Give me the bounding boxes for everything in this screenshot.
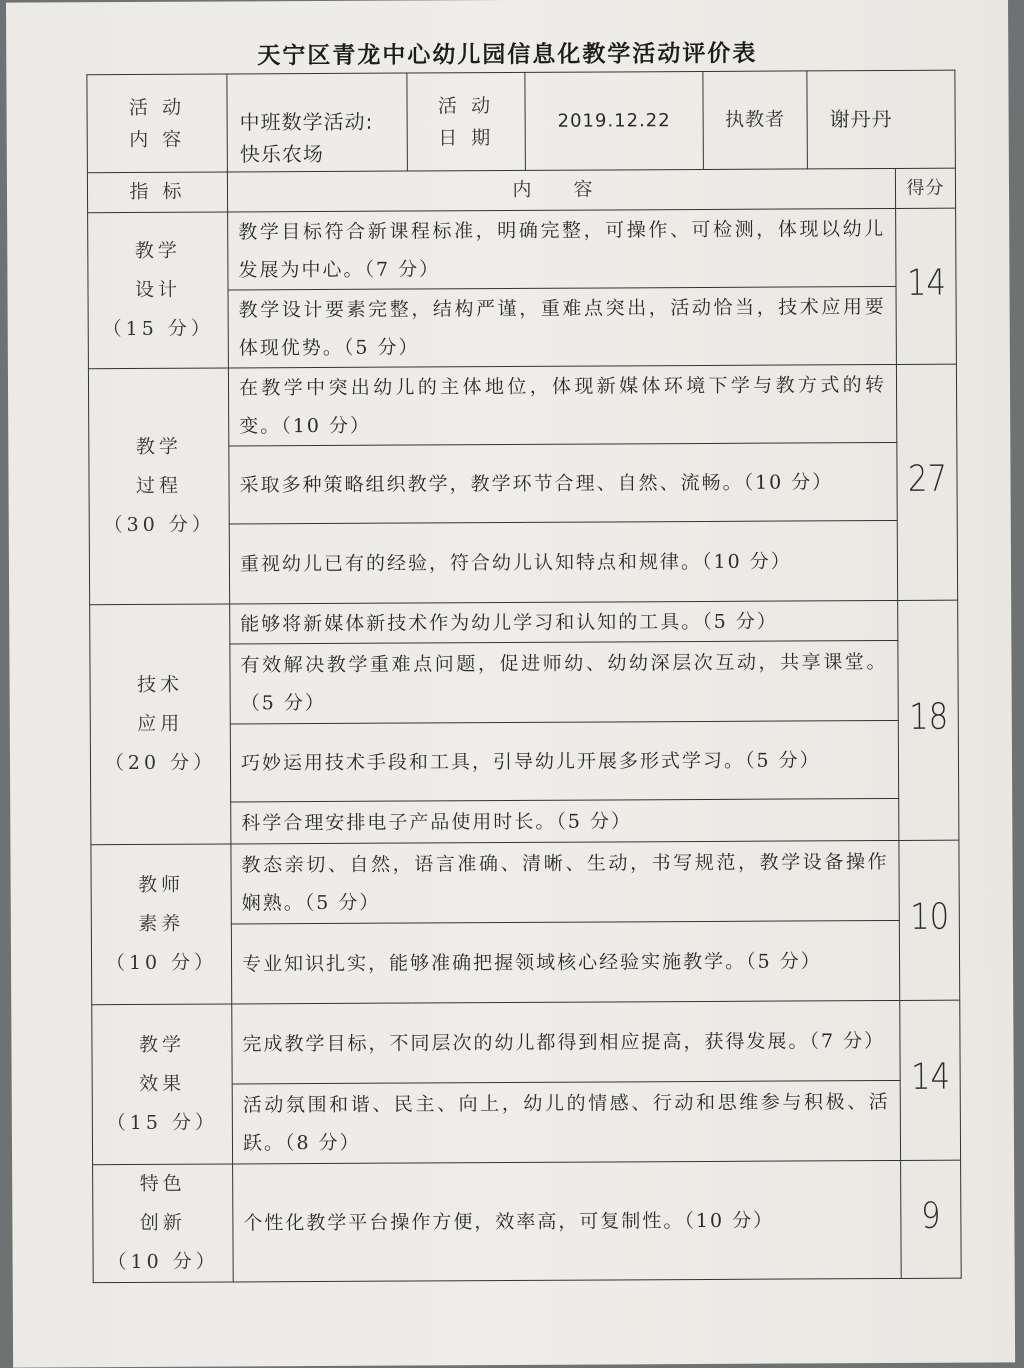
indicator-innovation: 特色 创新 （10 分） xyxy=(93,1164,234,1283)
indicator-column-header: 指 标 xyxy=(87,172,227,213)
header-row xyxy=(87,70,956,173)
content-column-header: 内 容 xyxy=(227,168,895,211)
section-row-teaching-effect xyxy=(92,1000,960,1085)
column-header-row xyxy=(87,168,955,213)
criterion-item: 采取多种策略组织教学，教学环节合理、自然、流畅。（10 分） xyxy=(229,442,897,523)
score-teaching-effect: 14 xyxy=(900,1000,961,1160)
criterion-item: 有效解决教学重难点问题，促进师幼、幼幼深层次互动，共享课堂。（5 分） xyxy=(230,640,898,723)
evaluation-form-sheet xyxy=(6,0,1015,1368)
indicator-teaching-design: 教学 设计 （15 分） xyxy=(88,212,229,369)
criterion-item: 在教学中突出幼儿的主体地位，体现新媒体环境下学与教方式的转变。（10 分） xyxy=(228,364,896,445)
teacher-label: 执教者 xyxy=(703,71,808,170)
criterion-item: 教学目标符合新课程标准，明确完整，可操作、可检测，体现以幼儿发展为中心。（7 分） xyxy=(228,208,896,289)
activity-content-label: 活 动 内 容 xyxy=(87,74,228,173)
score-column-header: 得分 xyxy=(895,168,955,208)
criterion-item: 能够将新媒体新技术作为幼儿学习和认知的工具。（5 分） xyxy=(230,600,898,643)
score-innovation: 9 xyxy=(901,1160,962,1278)
score-tech-application: 18 xyxy=(898,600,959,840)
criterion-item: 个性化教学平台操作方便，效率高，可复制性。（10 分） xyxy=(233,1160,902,1281)
evaluation-table xyxy=(86,70,961,1284)
activity-date-label: 活 动 日 期 xyxy=(407,72,526,171)
teacher-value: 谢丹丹 xyxy=(807,70,956,169)
indicator-tech-application: 技术 应用 （20 分） xyxy=(90,604,231,845)
score-teaching-design: 14 xyxy=(896,208,957,364)
section-row-teaching-process xyxy=(88,364,956,447)
section-row-tech-application xyxy=(90,600,958,645)
indicator-teaching-process: 教学 过程 （30 分） xyxy=(88,368,229,605)
criterion-item: 科学合理安排电子产品使用时长。（5 分） xyxy=(231,798,899,843)
score-teaching-process: 27 xyxy=(896,364,957,600)
criterion-item: 教学设计要素完整，结构严谨，重难点突出，活动恰当，技术应用要体现优势。（5 分） xyxy=(228,286,896,367)
criterion-item: 教态亲切、自然，语言准确、清晰、生动，书写规范，教学设备操作娴熟。（5 分） xyxy=(231,840,899,923)
score-teacher-quality: 10 xyxy=(899,840,960,1000)
indicator-teaching-effect: 教学 效果 （15 分） xyxy=(92,1004,233,1165)
form-title: 天宁区青龙中心幼儿园信息化教学活动评价表 xyxy=(257,40,758,70)
criterion-item: 完成教学目标，不同层次的幼儿都得到相应提高，获得发展。（7 分） xyxy=(232,1000,900,1083)
criterion-item: 活动氛围和谐、民主、向上，幼儿的情感、行动和思维参与积极、活跃。（8 分） xyxy=(232,1080,900,1163)
section-row-innovation xyxy=(93,1160,962,1283)
indicator-teacher-quality: 教师 素养 （10 分） xyxy=(91,844,232,1005)
activity-content-value: 中班数学活动: 快乐农场 xyxy=(227,73,408,172)
section-row-teacher-quality xyxy=(91,840,959,925)
activity-date-value: 2019.12.22 xyxy=(525,71,704,170)
section-row-teaching-design xyxy=(88,208,956,291)
criterion-item: 专业知识扎实，能够准确把握领域核心经验实施教学。（5 分） xyxy=(231,920,899,1003)
criterion-item: 巧妙运用技术手段和工具，引导幼儿开展多形式学习。（5 分） xyxy=(230,720,898,801)
criterion-item: 重视幼儿已有的经验，符合幼儿认知特点和规律。（10 分） xyxy=(229,520,897,603)
